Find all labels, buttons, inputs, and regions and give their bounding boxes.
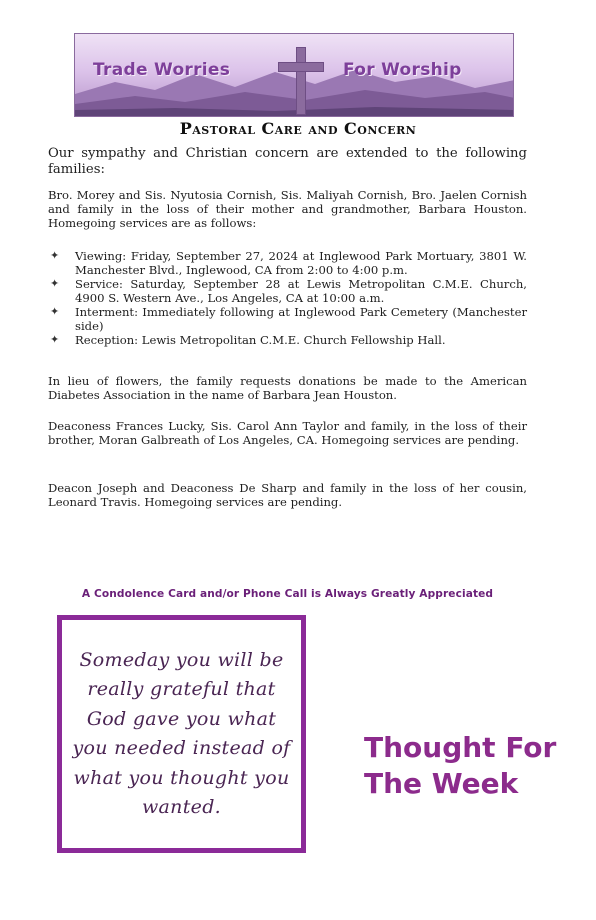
list-item-text: Interment: Immediately following at Inglewood Park Cemetery (Manchester side) — [75, 305, 527, 333]
quote-box — [57, 615, 306, 853]
list-item-text: Reception: Lewis Metropolitan C.M.E. Church Fellowship Hall. — [75, 333, 446, 347]
family-notice-1: Bro. Morey and Sis. Nyutosia Cornish, Sis. Maliyah Cornish, Bro. Jaelen Cornish and family in the loss of their mother and grandmother, Barbara Houston. Homegoing services are as follows: — [48, 188, 527, 230]
family-notice-2: Deaconess Frances Lucky, Sis. Carol Ann Taylor and family, in the loss of their brother, Moran Galbreath of Los Angeles, CA. Homegoing services are pending. — [48, 419, 527, 447]
family-notice-3: Deacon Joseph and Deaconess De Sharp and family in the loss of her cousin, Leonard Travis. Homegoing services are pending. — [48, 481, 527, 509]
list-item — [48, 333, 527, 347]
list-item-text: Viewing: Friday, September 27, 2024 at Inglewood Park Mortuary, 3801 W. Manchester Blvd., Inglewood, CA from 2:00 to 4:00 p.m. — [75, 249, 527, 277]
donations-note: In lieu of flowers, the family requests donations be made to the American Diabetes Association in the name of Barbara Jean Houston. — [48, 374, 527, 402]
list-item — [48, 249, 527, 277]
banner-left-text: Trade Worries — [93, 60, 231, 80]
list-item-text: Service: Saturday, September 28 at Lewis Metropolitan C.M.E. Church, 4900 S. Western Ave., Los Angeles, CA at 10:00 a.m. — [75, 277, 527, 305]
four-point-star-icon: ✦ — [50, 277, 60, 290]
four-point-star-icon: ✦ — [50, 249, 60, 262]
page-title: Pastoral Care and Concern — [179, 119, 417, 138]
banner-right-text: For Worship — [343, 60, 462, 80]
service-schedule-list — [48, 249, 527, 347]
thought-for-the-week-heading: Thought For The Week — [364, 731, 557, 800]
intro-text: Our sympathy and Christian concern are extended to the following families: — [48, 146, 527, 177]
list-item — [48, 305, 527, 333]
banner — [74, 33, 514, 117]
cross-icon — [278, 47, 324, 115]
quote-text: Someday you will be really grateful that God gave you what you needed instead of what you thought you wanted. — [72, 648, 291, 818]
four-point-star-icon: ✦ — [50, 333, 60, 346]
list-item — [48, 277, 527, 305]
condolence-note: A Condolence Card and/or Phone Call is Always Greatly Appreciated — [81, 588, 494, 600]
four-point-star-icon: ✦ — [50, 305, 60, 318]
